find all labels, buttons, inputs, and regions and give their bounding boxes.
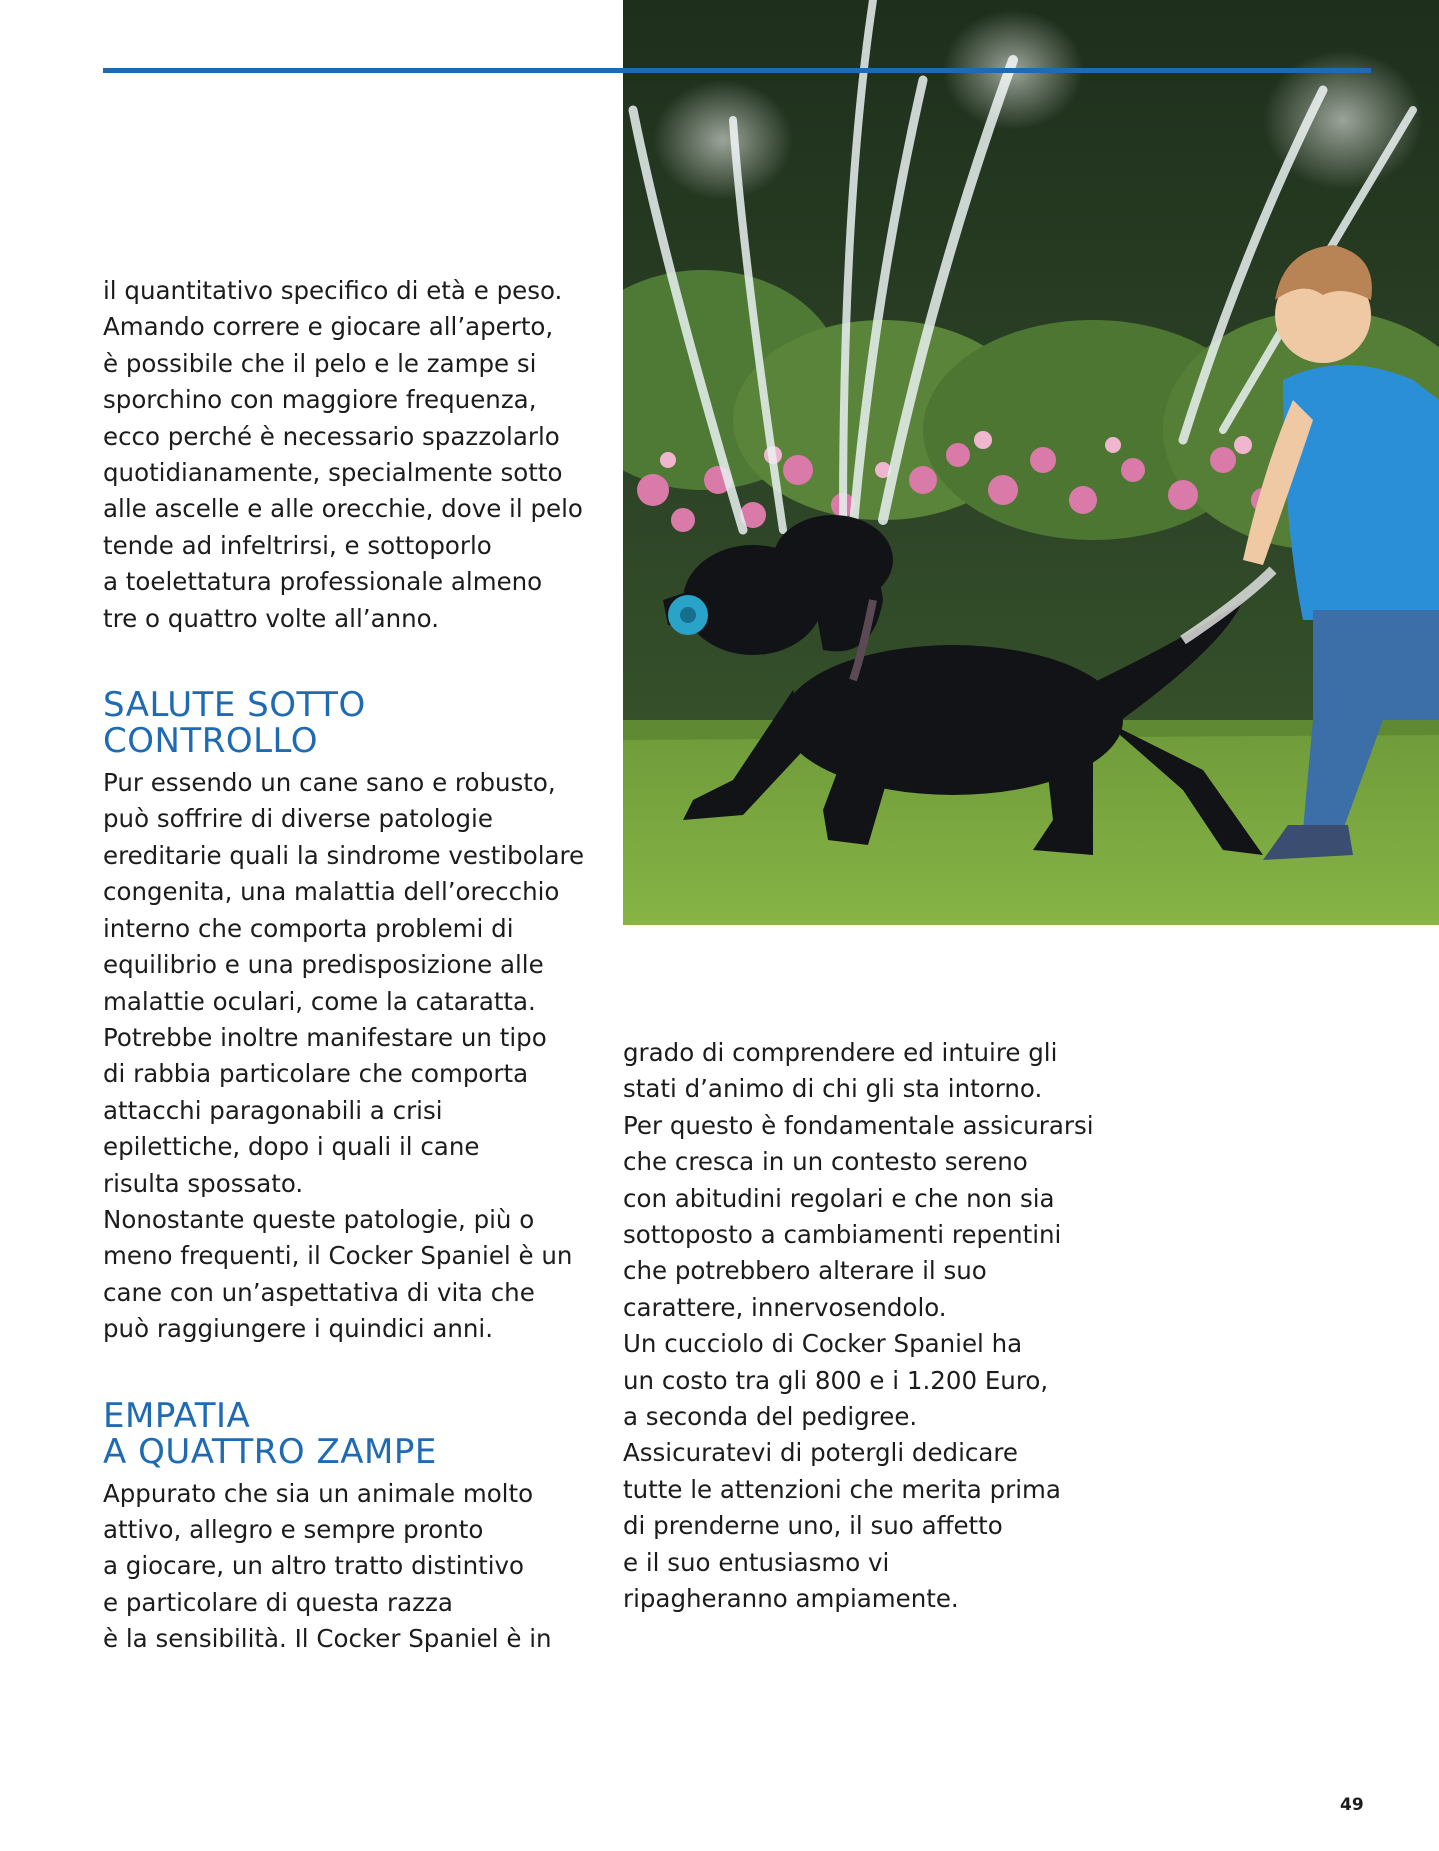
- intro-paragraph: il quantitativo specifico di età e peso. Amando correre e giocare all’aperto, è possibile che il pelo e le zampe si sporchino con maggiore frequenza, ecco perché è necessario spazzolarlo quotidianamente, specialmente sotto alle ascelle e alle orecchie, dove il pelo tende ad infeltrirsi, e sottoporlo a toelettatura professionale almeno tre o quattro volte all’anno.: [103, 276, 583, 633]
- empathy-paragraph: Appurato che sia un animale molto attivo, allegro e sempre pronto a giocare, un altro tratto distintivo e particolare di questa razza è la sensibilità. Il Cocker Spaniel è in: [103, 1478, 552, 1654]
- section-heading-health: SALUTE SOTTO CONTROLLO: [103, 685, 366, 762]
- empathy-paragraph-continued: grado di comprendere ed intuire gli stati d’animo di chi gli sta intorno. Per questo è fondamentale assicurarsi che cresca in un contesto sereno con abitudini regolari e che non sia sottoposto a cambiamenti repentini che potrebbero alterare il suo carattere, innervosendolo. Un cucciolo di Cocker Spaniel ha un costo tra gli 800 e i 1.200 Euro, a seconda del pedigree. Assicuratevi di potergli dedicare tutte le attenzioni che merita prima di prenderne uno, il suo affetto e il suo entusiasmo vi ripagheranno ampiamente.: [623, 1038, 1094, 1614]
- health-paragraph: Pur essendo un cane sano e robusto, può soffrire di diverse patologie ereditarie quali la sindrome vestibolare congenita, una malattia dell’orecchio interno che comporta problemi di equilibrio e una predisposizione alle malattie oculari, come la cataratta. Potrebbe inoltre manifestare un tipo di rabbia particolare che comporta attacchi paragonabili a crisi epilettiche, dopo i quali il cane risulta spossato. Nonostante queste patologie, più o meno frequenti, il Cocker Spaniel è un cane con un’aspettativa di vita che può raggiungere i quindici anni.: [103, 768, 585, 1344]
- page-number: 49: [1340, 1795, 1364, 1815]
- right-text-column: [623, 1035, 1163, 1618]
- dog-and-child-photo: [623, 0, 1439, 925]
- section-heading-empathy: EMPATIA A QUATTRO ZAMPE: [103, 1395, 437, 1472]
- top-accent-rule: [103, 68, 1371, 73]
- left-text-column: [103, 273, 623, 1658]
